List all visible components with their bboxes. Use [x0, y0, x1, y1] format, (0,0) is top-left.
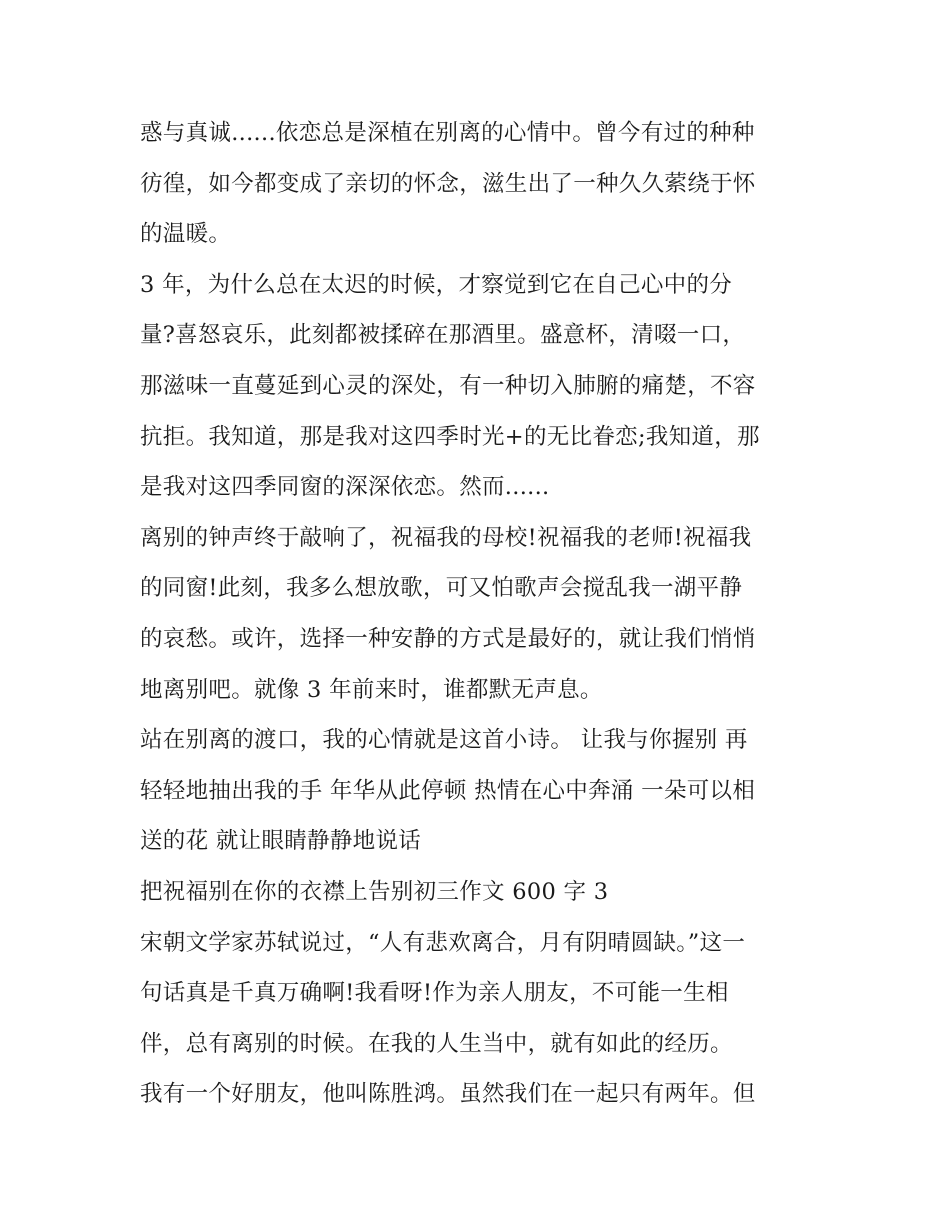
- text-line: 站在别离的渡口，我的心情就是这首小诗。 让我与你握别 再: [140, 727, 748, 754]
- text-line: 是我对这四季同窗的深深依恋。然而......: [140, 474, 550, 501]
- text-line: 轻轻地抽出我的手 年华从此停顿 热情在心中奔涌 一朵可以相: [140, 777, 756, 804]
- text-line: 量?喜怒哀乐，此刻都被揉碎在那酒里。盛意杯，清啜一口，: [140, 322, 746, 349]
- text-line: 的哀愁。或许，选择一种安静的方式是最好的，就让我们悄悄: [140, 625, 756, 652]
- text-line: 离别的钟声终于敲响了，祝福我的母校!祝福我的老师!祝福我: [140, 524, 752, 551]
- text-line: 句话真是千真万确啊!我看呀!作为亲人朋友，不可能一生相: [140, 980, 729, 1007]
- text-line: 伴，总有离别的时候。在我的人生当中，就有如此的经历。: [140, 1030, 733, 1057]
- text-line: 3 年，为什么总在太迟的时候，才察觉到它在自己心中的分: [140, 271, 733, 298]
- text-line: 那滋味一直蔓延到心灵的深处，有一种切入肺腑的痛楚，不容: [140, 372, 756, 399]
- text-line: 送的花 就让眼睛静静地说话: [140, 828, 422, 855]
- text-line: 的同窗!此刻，我多么想放歌，可又怕歌声会搅乱我一湖平静: [140, 575, 743, 602]
- text-line: 宋朝文学家苏轼说过，“人有悲欢离合，月有阴晴圆缺。”这一: [140, 929, 746, 956]
- text-line: 彷徨，如今都变成了亲切的怀念，滋生出了一种久久萦绕于怀: [140, 170, 756, 197]
- section-title: 把祝福别在你的衣襟上告别初三作文 600 字 3: [140, 878, 609, 905]
- essay-body: [140, 108, 820, 1120]
- text-line: 的温暖。: [140, 221, 232, 248]
- text-line: 我有一个好朋友，他叫陈胜鸿。虽然我们在一起只有两年。但: [140, 1081, 756, 1108]
- text-line: 惑与真诚......依恋总是深植在别离的心情中。曾今有过的种种: [140, 120, 755, 146]
- text-line: 抗拒。我知道，那是我对这四季时光+的无比眷恋;我知道，那: [140, 423, 760, 450]
- text-line: 地离别吧。就像 3 年前来时，谁都默无声息。: [140, 676, 603, 703]
